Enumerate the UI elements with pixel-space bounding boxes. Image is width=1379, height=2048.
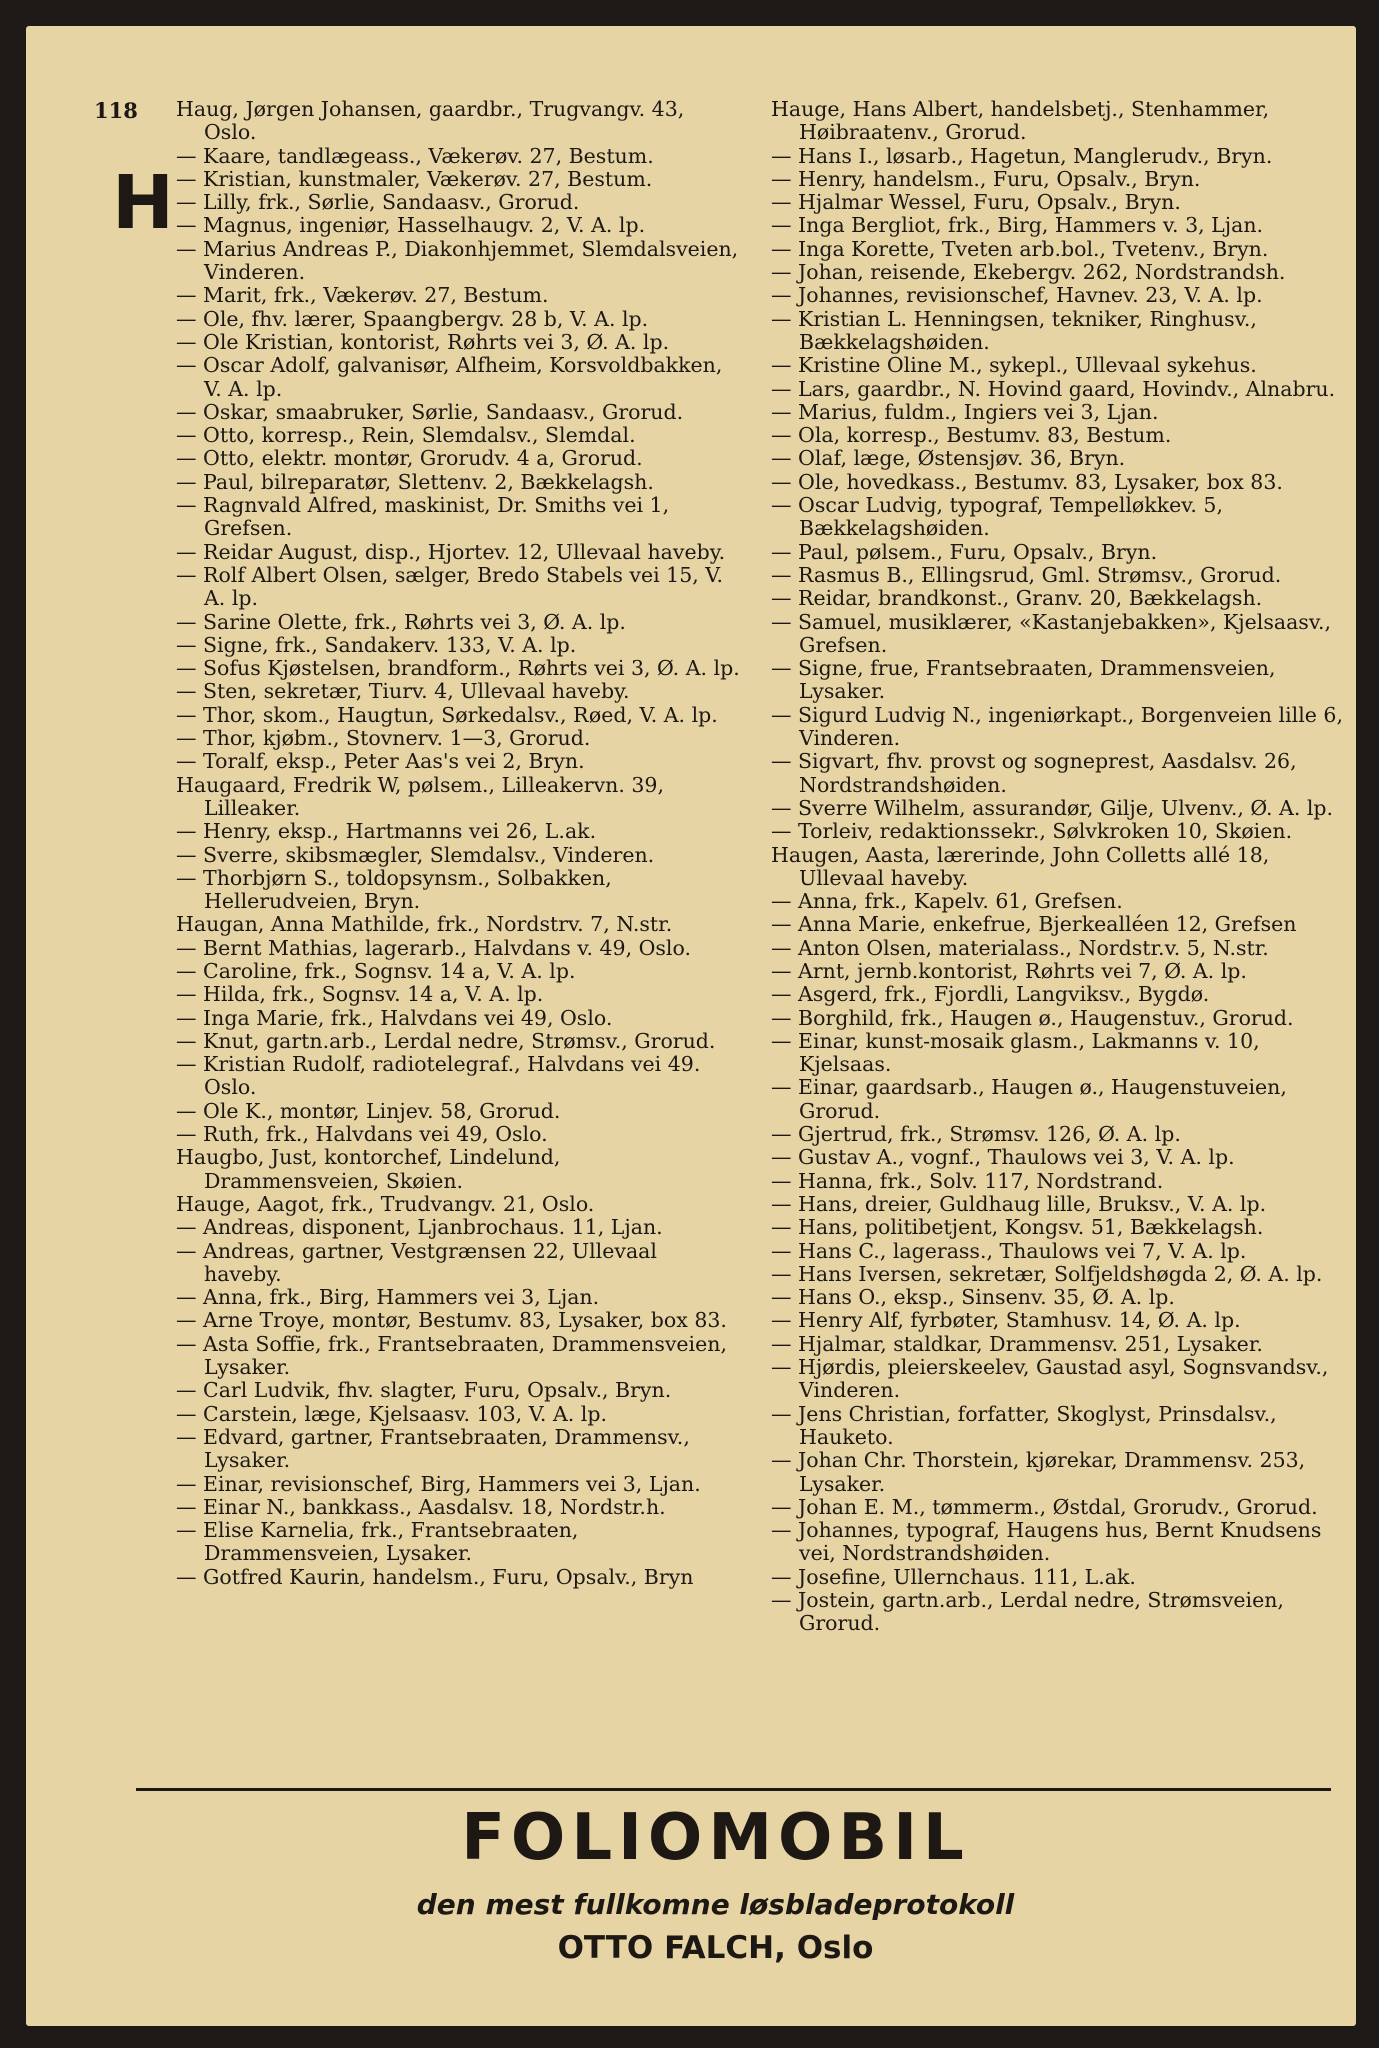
directory-entry: — Olaf, læge, Østensjøv. 36, Bryn.	[771, 446, 1126, 471]
directory-entry: — Toralf, eksp., Peter Aas's vei 2, Bryn.	[176, 749, 585, 774]
directory-entry: — Paul, pølsem., Furu, Opsalv., Bryn.	[771, 539, 1158, 564]
directory-entry: — Edvard, gartner, Frantsebraaten, Drammensv., Lysaker.	[176, 1424, 690, 1473]
directory-entry: — Kristian L. Henningsen, tekniker, Ringhusv., Bækkelagshøiden.	[771, 306, 1257, 354]
directory-entry: — Magnus, ingeniør, Hasselhaugv. 2, V. A. lp.	[176, 213, 646, 238]
directory-entry: Haugan, Anna Mathilde, frk., Nordstrv. 7, N.str.	[176, 912, 673, 937]
directory-entry: — Paul, bilreparatør, Slettenv. 2, Bækkelagsh.	[176, 469, 654, 494]
directory-page	[26, 26, 1356, 2026]
directory-entry: — Marit, frk., Vækerøv. 27, Bestum.	[176, 283, 549, 308]
directory-entry: Hauge, Hans Albert, handelsbetj., Stenhammer, Høibraatenv., Grorud.	[771, 97, 1270, 145]
directory-entry: — Hanna, frk., Solv. 117, Nordstrand.	[771, 1168, 1164, 1193]
page-number: 118	[94, 98, 138, 123]
directory-entry: — Torleiv, redaktionssekr., Sølvkroken 10, Skøien.	[771, 819, 1293, 844]
directory-entry: — Samuel, musiklærer, «Kastanjebakken», Kjelsaasv., Grefsen.	[771, 609, 1331, 657]
directory-entry: — Arnt, jernb.kontorist, Røhrts vei 7, Ø. A. lp.	[771, 958, 1247, 983]
directory-entry: — Ole K., montør, Linjev. 58, Grorud.	[176, 1098, 561, 1123]
left-column	[176, 98, 741, 1589]
directory-entry: — Jens Christian, forfatter, Skoglyst, Prinsdalsv., Hauketo.	[771, 1401, 1277, 1449]
directory-entry: — Einar, revisionschef, Birg, Hammers vei 3, Ljan.	[176, 1471, 701, 1496]
directory-entry: — Borghild, frk., Haugen ø., Haugenstuv., Grorud.	[771, 1005, 1294, 1030]
directory-entry: — Signe, frk., Sandakerv. 133, V. A. lp.	[176, 632, 577, 657]
directory-entry: — Knut, gartn.arb., Lerdal nedre, Strømsv., Grorud.	[176, 1028, 716, 1053]
directory-entry: — Sverre Wilhelm, assurandør, Gilje, Ulvenv., Ø. A. lp.	[771, 795, 1334, 820]
directory-entry: — Einar N., bankkass., Aasdalsv. 18, Nordstr.h.	[176, 1494, 666, 1519]
directory-entry: — Johannes, typograf, Haugens hus, Bernt Knudsens vei, Nordstrandshøiden.	[771, 1518, 1322, 1566]
ad-company: OTTO FALCH, Oslo	[557, 1930, 874, 1966]
directory-entry: — Jostein, gartn.arb., Lerdal nedre, Strømsveien, Grorud.	[771, 1588, 1284, 1636]
directory-entry: — Hjalmar Wessel, Furu, Opsalv., Bryn.	[771, 190, 1181, 215]
directory-entry: Haugaard, Fredrik W, pølsem., Lilleakervn. 39, Lilleaker.	[176, 772, 664, 820]
directory-entry: Haugbo, Just, kontorchef, Lindelund, Drammensveien, Skøien.	[176, 1145, 561, 1193]
directory-entry: — Signe, frue, Frantsebraaten, Drammensveien, Lysaker.	[771, 656, 1276, 704]
directory-entry: — Sigurd Ludvig N., ingeniørkapt., Borgenveien lille 6, Vinderen.	[771, 702, 1343, 751]
directory-entry: — Ole, hovedkass., Bestumv. 83, Lysaker, box 83.	[771, 469, 1283, 494]
directory-entry: — Ola, korresp., Bestumv. 83, Bestum.	[771, 423, 1172, 448]
directory-entry: — Hans C., lagerass., Thaulows vei 7, V. A. lp.	[771, 1238, 1247, 1263]
directory-entry: — Anna Marie, enkefrue, Bjerkealléen 12, Grefsen	[771, 912, 1297, 937]
directory-entry: — Sverre, skibsmægler, Slemdalsv., Vinderen.	[176, 842, 655, 867]
directory-entry: — Hjalmar, staldkar, Drammensv. 251, Lysaker.	[771, 1331, 1263, 1356]
directory-entry: — Einar, gaardsarb., Haugen ø., Haugenstuveien, Grorud.	[771, 1075, 1287, 1123]
ad-tagline: den mest fullkomne løsbladeprotokoll	[416, 1888, 1015, 1921]
directory-entry: — Gustav A., vognf., Thaulows vei 3, V. A. lp.	[771, 1145, 1235, 1170]
directory-entry: — Asta Soffie, frk., Frantsebraaten, Drammensveien, Lysaker.	[176, 1331, 727, 1380]
directory-entry: — Reidar August, disp., Hjortev. 12, Ullevaal haveby.	[176, 539, 726, 564]
directory-entry: — Henry, eksp., Hartmanns vei 26, L.ak.	[176, 819, 597, 844]
directory-entry: — Anna, frk., Kapelv. 61, Grefsen.	[771, 889, 1123, 914]
directory-entry: — Inga Bergliot, frk., Birg, Hammers v. 3, Ljan.	[771, 213, 1264, 238]
directory-entry: Hauge, Aagot, frk., Trudvangv. 21, Oslo.	[176, 1191, 595, 1216]
directory-entry: — Anton Olsen, materialass., Nordstr.v. 5, N.str.	[771, 935, 1269, 960]
directory-entry: — Andreas, gartner, Vestgrænsen 22, Ullevaal haveby.	[176, 1238, 657, 1286]
directory-entry: — Ruth, frk., Halvdans vei 49, Oslo.	[176, 1122, 548, 1147]
directory-entry: — Johannes, revisionschef, Havnev. 23, V. A. lp.	[771, 283, 1263, 308]
directory-entry: — Henry Alf, fyrbøter, Stamhusv. 14, Ø. A. lp.	[771, 1308, 1241, 1333]
directory-entry: Haug, Jørgen Johansen, gaardbr., Trugvangv. 43, Oslo.	[176, 97, 685, 145]
directory-entry: — Arne Troye, montør, Bestumv. 83, Lysaker, box 83.	[176, 1308, 727, 1333]
directory-entry: — Hans I., løsarb., Hagetun, Manglerudv., Bryn.	[771, 143, 1273, 168]
directory-entry: — Ole, fhv. lærer, Spaangbergv. 28 b, V. A. lp.	[176, 306, 649, 331]
directory-entry: — Sten, sekretær, Tiurv. 4, Ullevaal haveby.	[176, 679, 630, 704]
directory-entry: — Lars, gaardbr., N. Hovind gaard, Hovindv., Alnabru.	[771, 376, 1336, 401]
directory-entry: — Kristine Oline M., sykepl., Ullevaal sykehus.	[771, 353, 1257, 378]
directory-entry: — Oscar Adolf, galvanisør, Alfheim, Korsvoldbakken, V. A. lp.	[176, 353, 723, 401]
directory-entry: — Hans, politibetjent, Kongsv. 51, Bækkelagsh.	[771, 1215, 1264, 1240]
directory-entry: — Hjørdis, pleierskeelev, Gaustad asyl, Sognsvandsv., Vinderen.	[771, 1355, 1329, 1403]
right-column	[771, 98, 1346, 1636]
directory-entry: — Oskar, smaabruker, Sørlie, Sandaasv., Grorud.	[176, 399, 684, 424]
directory-entry: — Henry, handelsm., Furu, Opsalv., Bryn.	[771, 166, 1201, 191]
directory-entry: — Sarine Olette, frk., Røhrts vei 3, Ø. A. lp.	[176, 609, 626, 634]
directory-entry: — Rasmus B., Ellingsrud, Gml. Strømsv., Grorud.	[771, 562, 1282, 587]
directory-entry: — Inga Marie, frk., Halvdans vei 49, Oslo.	[176, 1005, 613, 1030]
directory-entry: — Caroline, frk., Sognsv. 14 a, V. A. lp.	[176, 958, 576, 983]
directory-entry: — Hans, dreier, Guldhaug lille, Bruksv., V. A. lp.	[771, 1191, 1267, 1216]
directory-entry: — Sofus Kjøstelsen, brandform., Røhrts vei 3, Ø. A. lp.	[176, 656, 740, 681]
ad-brand-name: FOLIOMOBIL	[461, 1801, 970, 1875]
directory-entry: — Andreas, disponent, Ljanbrochaus. 11, Ljan.	[176, 1215, 663, 1240]
directory-entry: — Sigvart, fhv. provst og sogneprest, Aasdalsv. 26, Nordstrandshøiden.	[771, 749, 1297, 797]
directory-entry: — Einar, kunst-mosaik glasm., Lakmanns v. 10, Kjelsaas.	[771, 1028, 1260, 1077]
directory-entry: — Marius Andreas P., Diakonhjemmet, Slemdalsveien, Vinderen.	[176, 236, 739, 285]
directory-entry: — Bernt Mathias, lagerarb., Halvdans v. 49, Oslo.	[176, 935, 691, 960]
directory-entry: — Thor, skom., Haugtun, Sørkedalsv., Røed, V. A. lp.	[176, 702, 718, 727]
directory-entry: — Otto, elektr. montør, Grorudv. 4 a, Grorud.	[176, 446, 643, 471]
directory-entry: — Hans Iversen, sekretær, Solfjeldshøgda 2, Ø. A. lp.	[771, 1261, 1323, 1286]
divider-rule	[136, 1788, 1331, 1791]
directory-entry: — Josefine, Ullernchaus. 111, L.ak.	[771, 1564, 1136, 1589]
directory-entry: — Hans O., eksp., Sinsenv. 35, Ø. A. lp.	[771, 1285, 1175, 1310]
directory-entry: — Carl Ludvik, fhv. slagter, Furu, Opsalv., Bryn.	[176, 1378, 672, 1403]
directory-entry: — Anna, frk., Birg, Hammers vei 3, Ljan.	[176, 1285, 600, 1310]
directory-entry: — Johan Chr. Thorstein, kjørekar, Drammensv. 253, Lysaker.	[771, 1448, 1306, 1496]
directory-entry: — Carstein, læge, Kjelsaasv. 103, V. A. lp.	[176, 1401, 607, 1426]
directory-entry: Haugen, Aasta, lærerinde, John Colletts allé 18, Ullevaal haveby.	[771, 842, 1270, 890]
directory-entry: — Kristian, kunstmaler, Vækerøv. 27, Bestum.	[176, 166, 653, 191]
section-letter: H	[112, 160, 174, 246]
directory-entry: — Asgerd, frk., Fjordli, Langviksv., Bygdø.	[771, 982, 1210, 1007]
directory-entry: — Oscar Ludvig, typograf, Tempelløkkev. 5, Bækkelagshøiden.	[771, 493, 1223, 541]
directory-entry: — Elise Karnelia, frk., Frantsebraaten, Drammensveien, Lysaker.	[176, 1518, 579, 1566]
directory-entry: — Inga Korette, Tveten arb.bol., Tvetenv., Bryn.	[771, 236, 1269, 261]
directory-entry: — Hilda, frk., Sognsv. 14 a, V. A. lp.	[176, 982, 544, 1007]
directory-entry: — Kaare, tandlægeass., Vækerøv. 27, Bestum.	[176, 143, 654, 168]
directory-entry: — Gjertrud, frk., Strømsv. 126, Ø. A. lp.	[771, 1122, 1181, 1147]
directory-entry: — Thor, kjøbm., Stovnerv. 1—3, Grorud.	[176, 726, 591, 751]
directory-entry: — Reidar, brandkonst., Granv. 20, Bækkelagsh.	[771, 586, 1263, 611]
directory-entry: — Johan E. M., tømmerm., Østdal, Grorudv., Grorud.	[771, 1494, 1318, 1519]
directory-entry: — Ragnvald Alfred, maskinist, Dr. Smiths vei 1, Grefsen.	[176, 493, 670, 541]
directory-entry: — Marius, fuldm., Ingiers vei 3, Ljan.	[771, 399, 1159, 424]
directory-entry: — Ole Kristian, kontorist, Røhrts vei 3, Ø. A. lp.	[176, 329, 670, 354]
directory-entry: — Rolf Albert Olsen, sælger, Bredo Stabels vei 15, V. A. lp.	[176, 562, 724, 611]
directory-entry: — Gotfred Kaurin, handelsm., Furu, Opsalv., Bryn	[176, 1564, 694, 1589]
directory-entry: — Otto, korresp., Rein, Slemdalsv., Slemdal.	[176, 423, 636, 448]
directory-entry: — Thorbjørn S., toldopsynsm., Solbakken, Hellerudveien, Bryn.	[176, 865, 612, 914]
directory-entry: — Lilly, frk., Sørlie, Sandaasv., Grorud.	[176, 190, 580, 215]
directory-entry: — Johan, reisende, Ekebergv. 262, Nordstrandsh.	[771, 260, 1286, 285]
directory-entry: — Kristian Rudolf, radiotelegraf., Halvdans vei 49. Oslo.	[176, 1052, 701, 1100]
